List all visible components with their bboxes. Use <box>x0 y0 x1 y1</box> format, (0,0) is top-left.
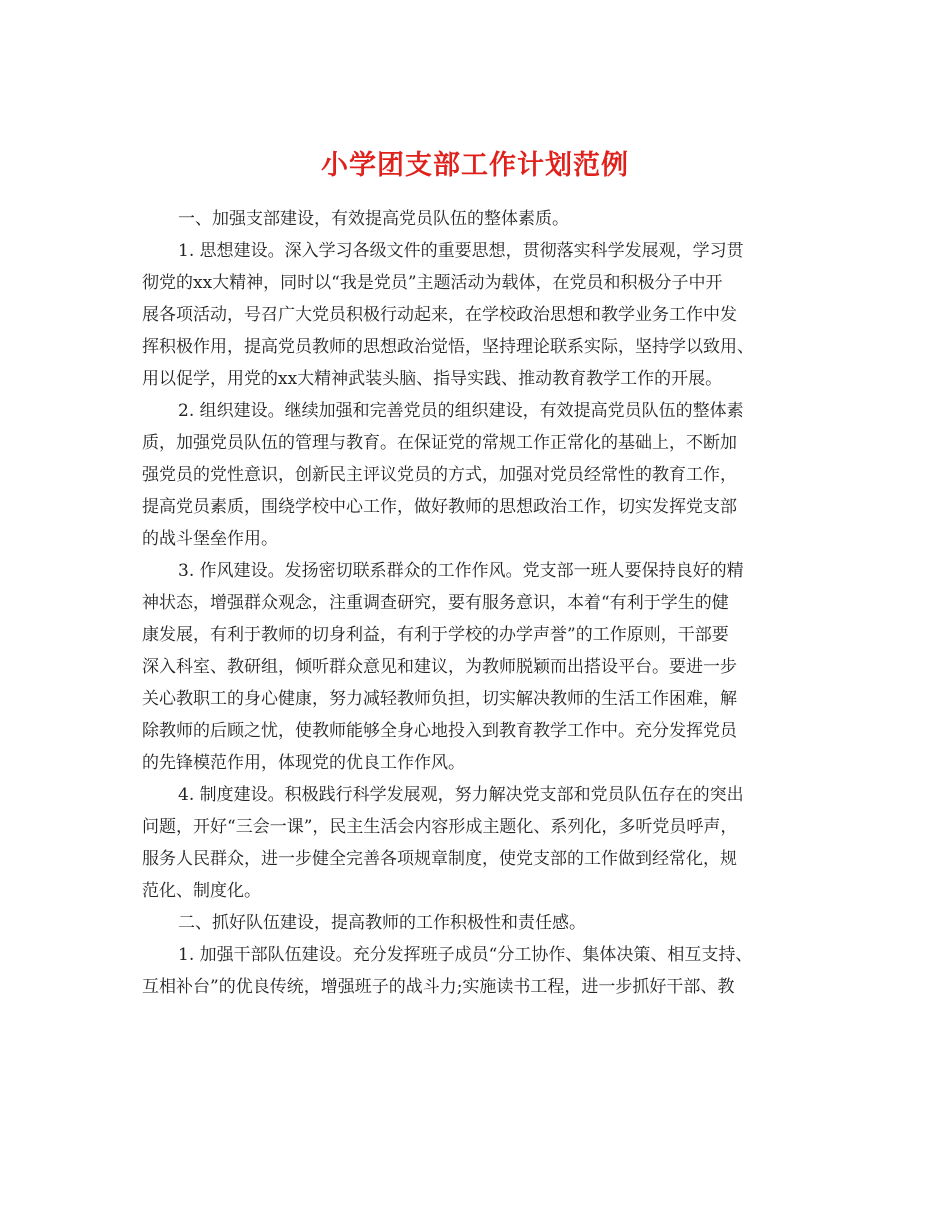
paragraph-work-style-building <box>142 555 812 779</box>
text-line: 彻党的xx大精神，同时以“我是党员”主题活动为载体，在党员和积极分子中开 <box>142 273 723 293</box>
text-line: 范化、制度化。 <box>142 881 261 901</box>
text-line: 的先锋模范作用，体现党的优良工作作风。 <box>142 753 465 773</box>
text-line: 问题，开好“三会一课”，民主生活会内容形成主题化、系列化，多听党员呼声， <box>142 817 738 837</box>
text-line: 一、加强支部建设，有效提高党员队伍的整体素质。 <box>178 209 569 229</box>
text-line: 挥积极作用，提高党员教师的思想政治觉悟，坚持理论联系实际，坚持学以致用、 <box>142 337 754 357</box>
text-line: 4. 制度建设。积极践行科学发展观，努力解决党支部和党员队伍存在的突出 <box>178 785 744 805</box>
paragraph-organizational-building <box>142 395 812 555</box>
paragraph-ideological-building <box>142 235 812 395</box>
text-line: 除教师的后顾之忧，使教师能够全身心地投入到教育教学工作中。充分发挥党员 <box>142 721 737 741</box>
text-line: 展各项活动，号召广大党员积极行动起来，在学校政治思想和教学业务工作中发 <box>142 305 737 325</box>
text-line: 2. 组织建设。继续加强和完善党员的组织建设，有效提高党员队伍的整体素 <box>178 401 744 421</box>
paragraph-cadre-team-building <box>142 939 812 1003</box>
text-line: 二、抓好队伍建设，提高教师的工作积极性和责任感。 <box>178 913 586 933</box>
text-line: 服务人民群众，进一步健全完善各项规章制度，使党支部的工作做到经常化，规 <box>142 849 737 869</box>
document-body <box>142 203 812 1003</box>
paragraph-system-building <box>142 779 812 907</box>
text-line: 用以促学，用党的xx大精神武装头脑、指导实践、推动教育教学工作的开展。 <box>142 369 723 389</box>
text-line: 质，加强党员队伍的管理与教育。在保证党的常规工作正常化的基础上，不断加 <box>142 433 737 453</box>
text-line: 3. 作风建设。发扬密切联系群众的工作作风。党支部一班人要保持良好的精 <box>178 561 744 581</box>
document-title: 小学团支部工作计划范例 <box>321 150 629 182</box>
text-line: 的战斗堡垒作用。 <box>142 529 278 549</box>
text-line: 1. 加强干部队伍建设。充分发挥班子成员“分工协作、集体决策、相互支持、 <box>178 945 753 965</box>
text-line: 神状态，增强群众观念，注重调查研究，要有服务意识，本着“有利于学生的健 <box>142 593 729 613</box>
paragraph-section-1-heading <box>142 203 812 235</box>
text-line: 提高党员素质，围绕学校中心工作，做好教师的思想政治工作，切实发挥党支部 <box>142 497 737 517</box>
text-line: 深入科室、教研组，倾听群众意见和建议，为教师脱颖而出搭设平台。要进一步 <box>142 657 737 677</box>
paragraph-section-2-heading <box>142 907 812 939</box>
text-line: 关心教职工的身心健康，努力减轻教师负担，切实解决教师的生活工作困难，解 <box>142 689 737 709</box>
text-line: 1. 思想建设。深入学习各级文件的重要思想，贯彻落实科学发展观，学习贯 <box>178 241 744 261</box>
text-line: 强党员的党性意识，创新民主评议党员的方式，加强对党员经常性的教育工作， <box>142 465 737 485</box>
text-line: 互相补台”的优良传统，增强班子的战斗力;实施读书工程，进一步抓好干部、教 <box>142 977 735 997</box>
text-line: 康发展，有利于教师的切身利益，有利于学校的办学声誉”的工作原则，干部要 <box>142 625 729 645</box>
